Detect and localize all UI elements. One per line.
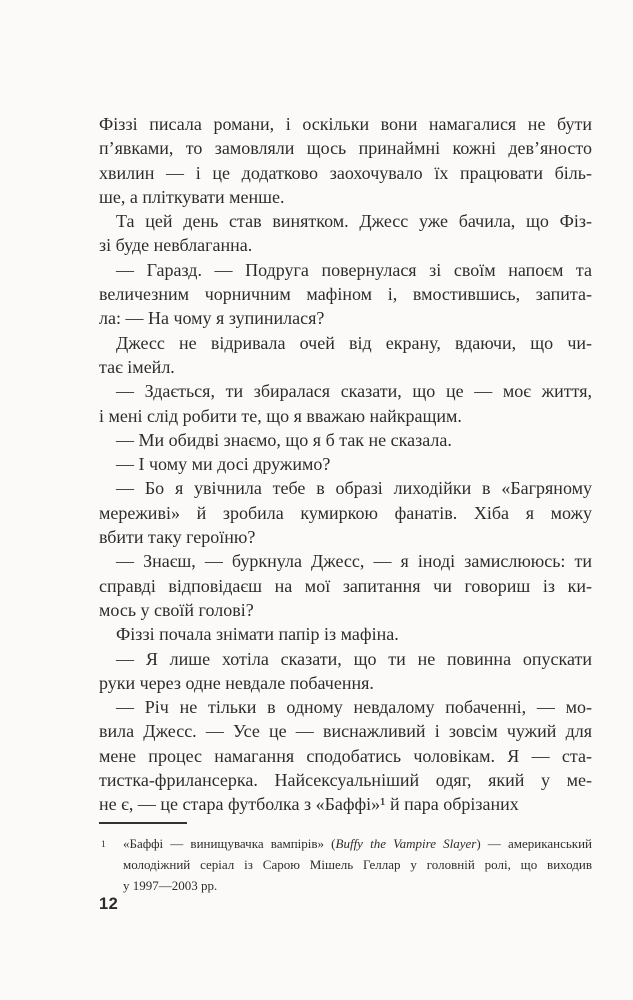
text-line: мось у своїй голові? — [99, 599, 254, 620]
text-line: зі буде невблаганна. — [99, 235, 253, 256]
text-line: тає імейл. — [99, 356, 175, 377]
footnote — [99, 833, 592, 896]
footnote-area — [99, 822, 592, 896]
footnote-text-segment: Buffy the Vampire Slayer — [335, 835, 477, 851]
text-line: і мені слід робити те, що я вважаю найкращим. — [99, 405, 462, 426]
text-line: — І чому ми досі дружимо? — [116, 454, 331, 475]
text-line: — Знаєш, — буркнула Джесс, — я іноді замислююсь: ти — [116, 551, 592, 572]
text-line: — Здається, ти збиралася сказати, що це — моє життя, — [116, 381, 592, 402]
text-line: мене процес намагання сподобатись чоловікам. Я — ста- — [99, 745, 592, 766]
text-line: тистка-фрилансерка. Найсексуальніший одяг, який у ме- — [99, 770, 592, 791]
text-line: вила Джесс. — Усе це — виснажливий і зовсім чужий для — [99, 721, 592, 742]
text-line: п’явками, то замовляли щось принаймні кожні дев’яносто — [99, 138, 592, 159]
text-line: величезним чорничним мафіном і, вмостившись, запита- — [99, 284, 592, 305]
text-line: справді відповідаєш на мої запитання чи говориш із ки- — [99, 575, 592, 596]
text-line: руки через одне невдале побачення. — [99, 672, 374, 693]
body-text — [99, 112, 592, 817]
footnote-text-segment: ) — американський — [476, 835, 592, 851]
text-line: не є, — це стара футболка з «Баффі»¹ й пара обрізаних — [99, 794, 519, 815]
footnote-marker: 1 — [101, 839, 106, 850]
text-line: — Я лише хотіла сказати, що ти не повинна опускати — [116, 648, 592, 669]
text-line: — Гаразд. — Подруга повернулася зі своїм напоєм та — [116, 259, 592, 280]
footnote-text-segment: у 1997—2003 рр. — [123, 877, 218, 893]
footnote-text-segment: «Баффі — винищувачка вампірів» ( — [123, 835, 336, 851]
footnote-line — [123, 875, 592, 896]
text-line: ла: — На чому я зупинилася? — [99, 308, 325, 329]
text-line: Та цей день став винятком. Джесс уже бачила, що Фіз- — [116, 211, 592, 232]
page-number: 12 — [99, 895, 119, 913]
text-line: ше, а пліткувати менше. — [99, 186, 285, 207]
footnote-lines — [123, 833, 592, 896]
text-line: Фіззі почала знімати папір із мафіна. — [116, 624, 399, 645]
footnote-line — [123, 833, 592, 854]
text-line: Фіззі писала романи, і оскільки вони намагалися не бути — [99, 114, 592, 134]
text-line: хвилин — і це додатково заохочувало їх працювати біль- — [99, 162, 592, 183]
text-line: — Річ не тільки в одному невдалому побаченні, — мо- — [116, 697, 592, 718]
footnote-text-segment: молодіжний серіал із Сарою Мішель Геллар у головній ролі, що виходив — [123, 856, 592, 872]
text-line: Джесс не відривала очей від екрану, вдаючи, що чи- — [116, 332, 592, 353]
footnote-line — [123, 854, 592, 875]
footnote-separator — [99, 822, 187, 824]
text-line: вбити таку героїню? — [99, 527, 256, 548]
text-line: мереживі» й зробила кумиркою фанатів. Хіба я можу — [99, 502, 592, 523]
text-line: — Бо я увічнила тебе в образі лиходійки в «Багряному — [116, 478, 592, 499]
text-line: — Ми обидві знаємо, що я б так не сказала. — [116, 429, 452, 450]
